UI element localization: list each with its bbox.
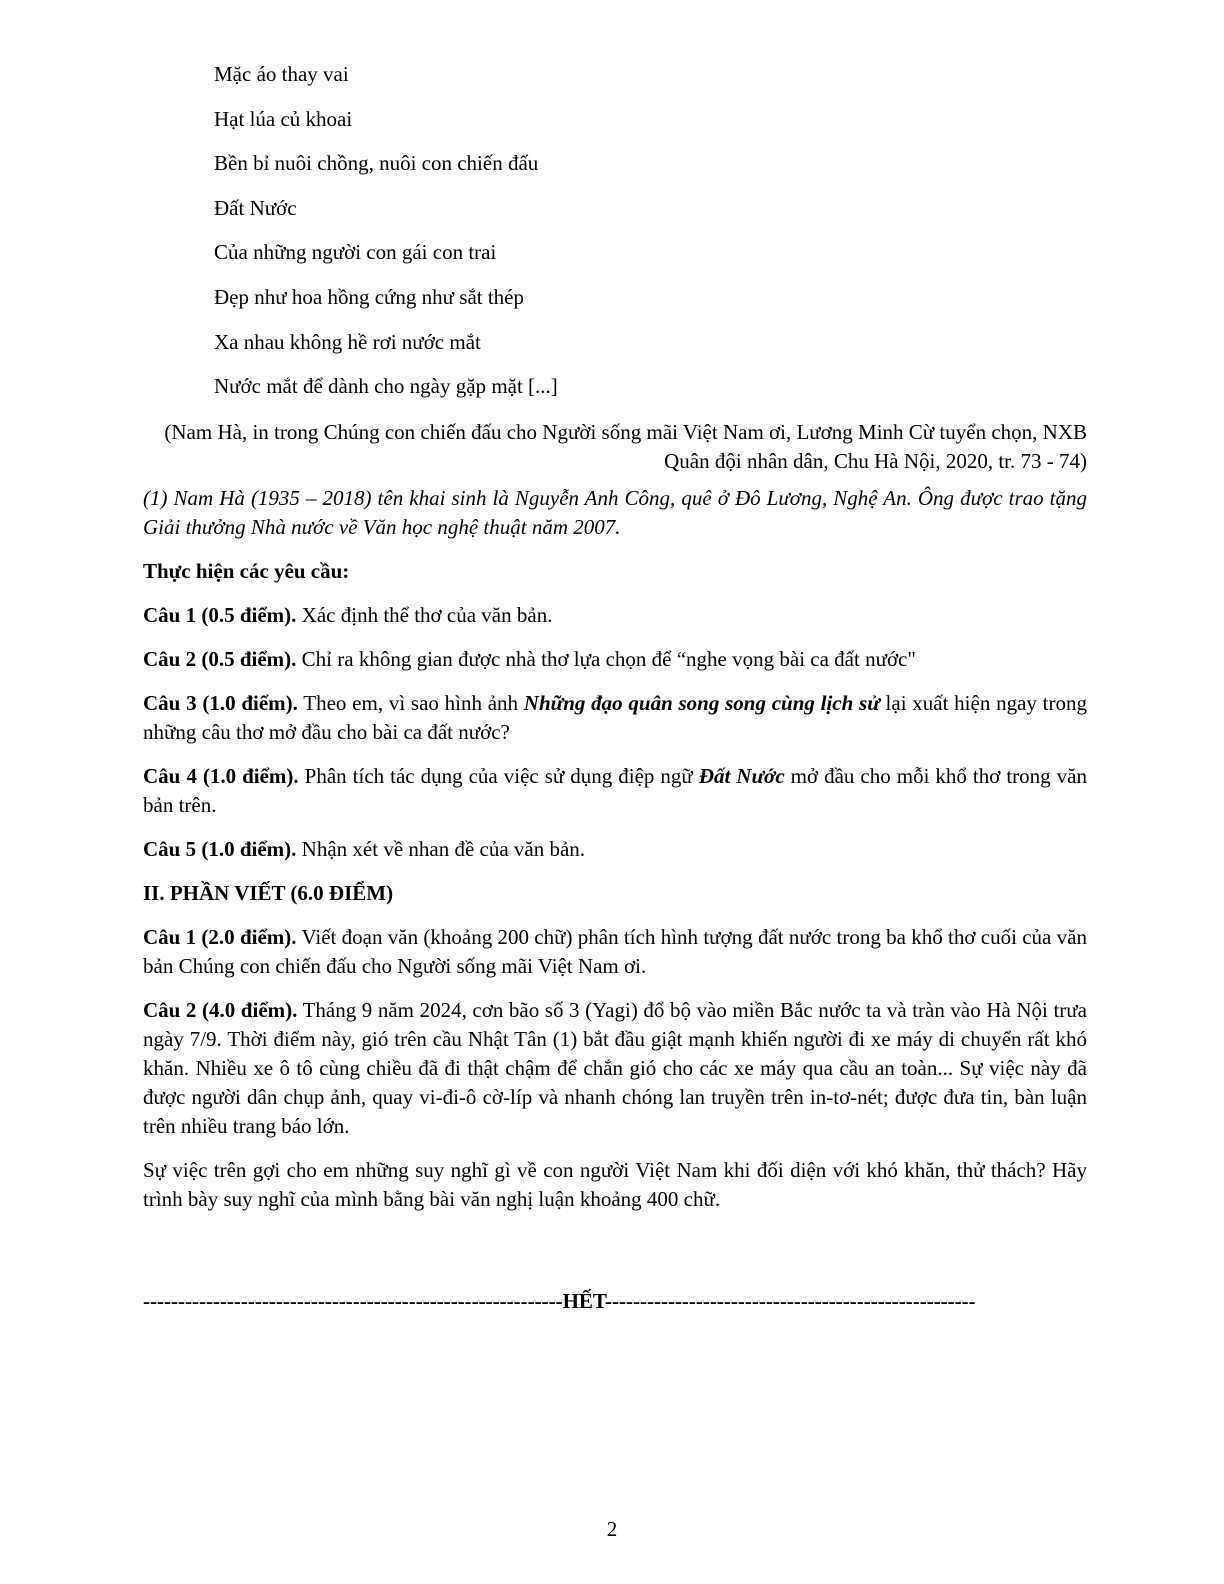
question-text: Nhận xét về nhan đề của văn bản. [296,837,586,861]
poem-line: Đất Nước [214,195,297,220]
poem-line: Nước mắt để dành cho ngày gặp mặt [...] [214,374,558,399]
question-text: Chỉ ra không gian được nhà thơ lựa chọn để “nghe vọng bài ca đất nước" [296,647,916,671]
question-emphasis: Đất Nước [698,764,785,788]
question-label: Câu 4 (1.0 điểm). [143,764,299,788]
end-marker: ------------------------------------------------------------HẾT----------------------------------------------------- [143,1289,976,1313]
reading-question-3 [143,689,1087,747]
reading-question-4 [143,762,1087,820]
poem-line: Hạt lúa củ khoai [214,106,353,131]
question-text: Theo em, vì sao hình ảnh [297,691,524,715]
question-text: Tháng 9 năm 2024, cơn bão số 3 (Yagi) đổ bộ vào miền Bắc nước ta và tràn vào Hà Nội trưa ngày 7/9. Thời điểm này, gió trên cầu Nhật Tân (1) bắt đầu giật mạnh khiến người đi xe máy di chuyển rất khó khăn. Nhiều xe ô tô cùng chiều đã đi thật chậm để chắn gió cho các xe máy qua cầu an toàn... Sự việc này đã được người dân chụp ảnh, quay vi-đi-ô cờ-líp và nhanh chóng lan truyền trên in-tơ-nét; được đưa tin, bàn luận trên nhiều trang báo lớn. [143,998,1087,1138]
poem-line: Đẹp như hoa hồng cứng như sắt thép [214,284,525,309]
question-label: Câu 1 (0.5 điểm). [143,603,297,627]
question-label: Câu 1 (2.0 điểm). [143,925,297,949]
writing-question-2 [143,996,1087,1141]
question-text: Phân tích tác dụng của việc sử dụng điệp ngữ [298,764,699,788]
question-text: mở đầu cho mỗi khổ thơ trong văn bản trên. [143,764,1087,817]
poem-line: Mặc áo thay vai [214,62,349,86]
writing-question-2-prompt: Sự việc trên gợi cho em những suy nghĩ gì về con người Việt Nam khi đối diện với khó khăn, thử thách? Hãy trình bày suy nghĩ của mình bằng bài văn nghị luận khoảng 400 chữ. [143,1158,1087,1211]
page-number: 2 [606,1517,618,1541]
reading-question-5 [143,835,1087,864]
poem-line: Bền bỉ nuôi chồng, nuôi con chiến đấu [214,151,539,176]
question-text: lại xuất hiện ngay trong những câu thơ mở đầu cho bài ca đất nước? [143,691,1087,744]
question-text: Xác định thể thơ của văn bản. [296,603,553,627]
question-label: Câu 2 (4.0 điểm). [143,998,298,1022]
writing-question-1 [143,923,1087,981]
question-emphasis: Những đạo quân song song cùng lịch sử [523,691,880,715]
question-label: Câu 3 (1.0 điểm). [143,691,298,715]
poem-excerpt [214,59,1014,416]
reading-question-2 [143,645,1087,674]
author-footnote: (1) Nam Hà (1935 – 2018) tên khai sinh là Nguyễn Anh Công, quê ở Đô Lương, Nghệ An. Ông được trao tặng Giải thưởng Nhà nước về Văn học nghệ thuật năm 2007. [143,486,1087,539]
question-text: Viết đoạn văn (khoảng 200 chữ) phân tích hình tượng đất nước trong ba khổ thơ cuối của văn bản Chúng con chiến đấu cho Người sống mãi Việt Nam ơi. [143,925,1087,978]
poem-line: Xa nhau không hề rơi nước mắt [214,329,481,354]
reading-question-1 [143,601,1087,630]
poem-line: Của những người con gái con trai [214,240,497,265]
question-label: Câu 5 (1.0 điểm). [143,837,297,861]
reading-instruction: Thực hiện các yêu cầu: [143,559,350,583]
poem-source-citation: (Nam Hà, in trong Chúng con chiến đấu cho Người sống mãi Việt Nam ơi, Lương Minh Cừ tuyển chọn, NXB Quân đội nhân dân, Chu Hà Nội, 2020, tr. 73 - 74) [164,420,1087,473]
writing-section-heading: II. PHẦN VIẾT (6.0 ĐIỂM) [143,881,394,905]
main-content [143,418,1087,1229]
question-label: Câu 2 (0.5 điểm). [143,647,297,671]
